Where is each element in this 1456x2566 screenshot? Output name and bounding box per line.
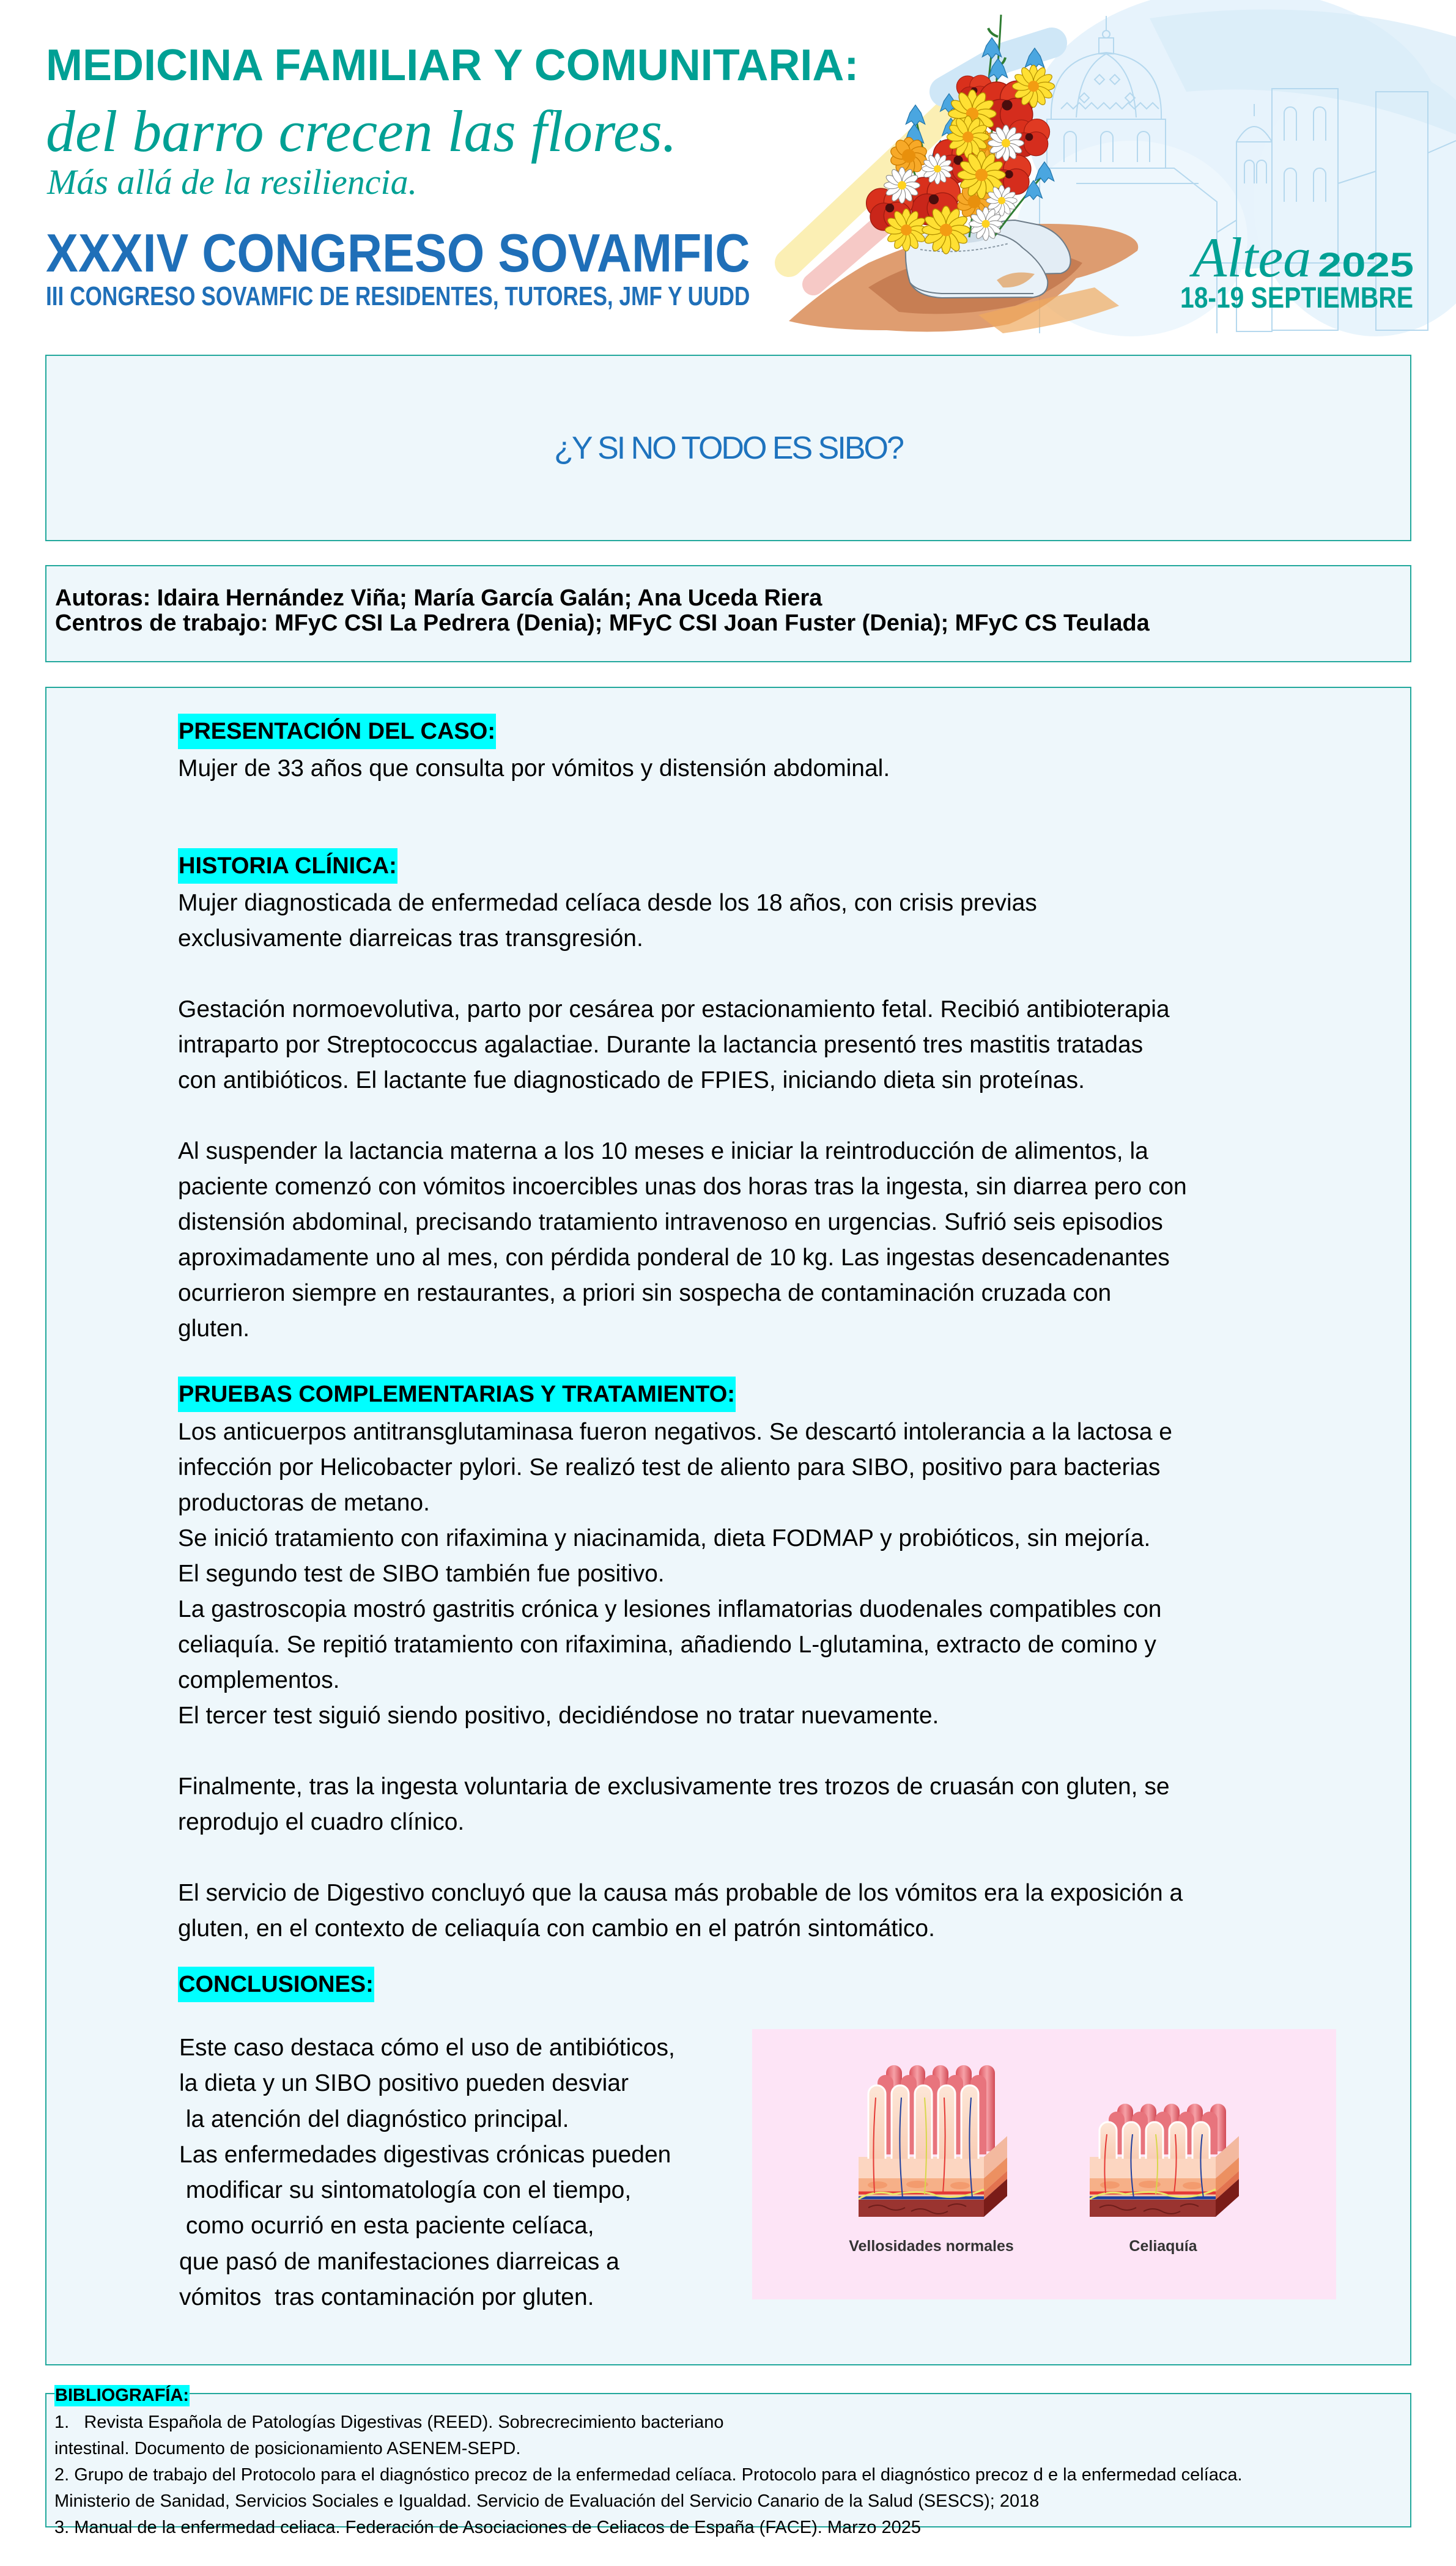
text-line: Mujer diagnosticada de enfermedad celíaca desde los 18 años, con crisis previas — [178, 890, 1037, 916]
section-body-history — [178, 886, 1187, 1347]
front-villi-row — [868, 2085, 978, 2159]
section-heading-tests: PRUEBAS COMPLEMENTARIAS Y TRATAMIENTO: — [178, 1377, 736, 1412]
work-centers-line: Centros de trabajo: MFyC CSI La Pedrera (Denia); MFyC CSI Joan Fuster (Denia); MFyC CS Teulada — [55, 610, 1150, 636]
text-line: El tercer test siguió siendo positivo, decidiéndose no tratar nuevamente. — [178, 1703, 939, 1729]
tissue-blob — [1100, 2181, 1120, 2189]
paragraph — [178, 1769, 1183, 1840]
congress-subslogan: Más allá de la resiliencia. — [47, 162, 418, 202]
text-line: aproximadamente uno al mes, con pérdida ponderal de 10 kg. Las ingestas desencadenantes — [178, 1244, 1170, 1271]
congress-tagline: MEDICINA FAMILIAR Y COMUNITARIA: — [46, 41, 859, 90]
paragraph — [178, 992, 1187, 1098]
figure-label-normal-villi: Vellosidades normales — [849, 2238, 1014, 2255]
layer-mucosa — [859, 2157, 984, 2178]
paragraph — [178, 1876, 1183, 1947]
text-line: reprodujo el cuadro clínico. — [178, 1809, 465, 1835]
text-line: como ocurrió en esta paciente celíaca, — [179, 2213, 594, 2239]
text-line: La gastroscopia mostró gastritis crónica y lesiones inflamatorias duodenales compatibles con — [178, 1596, 1162, 1622]
text-line: Este caso destaca cómo el uso de antibióticos, — [179, 2035, 675, 2061]
text-line: exclusivamente diarreicas tras transgresión. — [178, 925, 643, 952]
paragraph — [178, 751, 890, 786]
villus — [868, 2085, 885, 2159]
congress-dates: 18-19 SEPTIEMBRE — [1180, 282, 1413, 314]
text-line: productoras de metano. — [178, 1490, 430, 1516]
congress-city: Altea — [1192, 226, 1312, 289]
congress-subtitle: III CONGRESO SOVAMFIC DE RESIDENTES, TUTORES, JMF Y UUDD — [46, 281, 750, 311]
text-line: intraparto por Streptococcus agalactiae. Durante la lactancia presentó tres mastitis tratadas — [178, 1032, 1144, 1058]
villus — [1169, 2122, 1186, 2159]
tissue-blob — [1183, 2182, 1202, 2189]
villus — [938, 2085, 955, 2159]
bibliography-line: 2. Grupo de trabajo del Protocolo para el diagnóstico precoz de la enfermedad celíaca. Protocolo para el diagnóstico precoz d e la enfermedad celíaca. — [54, 2465, 1243, 2485]
text-line: que pasó de manifestaciones diarreicas a — [179, 2248, 619, 2275]
villi-figure-art — [752, 2029, 1336, 2299]
paragraph — [178, 1134, 1187, 1347]
text-line: con antibióticos. El lactante fue diagnosticado de FPIES, iniciando dieta sin proteínas. — [178, 1067, 1085, 1093]
text-line: vómitos tras contaminación por gluten. — [179, 2284, 594, 2311]
section-heading-presentation: PRESENTACIÓN DEL CASO: — [178, 714, 496, 749]
text-line: Al suspender la lactancia materna a los 10 meses e iniciar la reintroducción de alimentos, la — [178, 1138, 1148, 1164]
bibliography-line: 1. Revista Española de Patologías Digestivas (REED). Sobrecrecimiento bacteriano — [54, 2413, 724, 2432]
text-line: gluten. — [178, 1315, 250, 1342]
bibliography-line: Ministerio de Sanidad, Servicios Sociales e Igualdad. Servicio de Evaluación del Servicio Canario de la Salud (SESCS); 2018 — [54, 2491, 1040, 2511]
authors-line: Autoras: Idaira Hernández Viña; María García Galán; Ana Uceda Riera — [55, 585, 822, 611]
section-body-tests — [178, 1414, 1183, 1947]
title-box — [45, 355, 1411, 541]
bibliography-heading: BIBLIOGRAFÍA: — [55, 2386, 190, 2405]
authors-block — [55, 586, 1150, 636]
text-line: Se inició tratamiento con rifaximina y niacinamida, dieta FODMAP y probióticos, sin mejoría. — [178, 1525, 1151, 1551]
bibliography-line: 3. Manual de la enfermedad celiaca. Federación de Asociaciones de Celiacos de España (FACE). Marzo 2025 — [54, 2518, 921, 2537]
normal-villi-block — [859, 2065, 1007, 2217]
section-heading-history: HISTORIA CLÍNICA: — [178, 848, 397, 884]
congress-year: 2025 — [1318, 245, 1414, 284]
text-line: distensión abdominal, precisando tratamiento intravenoso en urgencias. Sufrió seis episodios — [178, 1209, 1163, 1235]
congress-slogan: del barro crecen las flores. — [46, 98, 677, 164]
text-line: modificar su sintomatología con el tiempo, — [179, 2177, 632, 2204]
bellflower — [906, 105, 925, 126]
text-line: paciente comenzó con vómitos incoercibles unas dos horas tras la ingesta, sin diarrea pero con — [178, 1174, 1187, 1200]
section-heading-conclusions: CONCLUSIONES: — [178, 1967, 374, 2002]
paragraph — [178, 886, 1187, 956]
layer-muscle — [859, 2200, 984, 2217]
villus — [915, 2085, 932, 2159]
tissue-blob — [868, 2181, 887, 2189]
text-line: complementos. — [178, 1667, 340, 1693]
paragraph — [178, 1414, 1183, 1734]
text-line: Mujer de 33 años que consulta por vómitos y distensión abdominal. — [178, 755, 890, 782]
text-line: celiaquía. Se repitió tratamiento con rifaximina, añadiendo L-glutamina, extracto de comino y — [178, 1632, 1156, 1658]
poster-title: ¿Y SI NO TODO ES SIBO? — [554, 430, 903, 466]
bibliography-line: intestinal. Documento de posicionamiento ASENEM-SEPD. — [54, 2439, 521, 2458]
text-line: infección por Helicobacter pylori. Se realizó test de aliento para SIBO, positivo para bacterias — [178, 1454, 1161, 1481]
text-line: gluten, en el contexto de celiaquía con cambio en el patrón sintomático. — [178, 1915, 935, 1942]
text-line: Gestación normoevolutiva, parto por cesárea por estacionamiento fetal. Recibió antibioterapia — [178, 996, 1170, 1022]
figure-label-celiac: Celiaquía — [1129, 2238, 1197, 2255]
text-line: El segundo test de SIBO también fue positivo. — [178, 1561, 665, 1587]
section-body-presentation — [178, 751, 890, 786]
section-body-conclusions — [179, 2030, 675, 2315]
front-villi-row — [1099, 2122, 1210, 2159]
tissue-blob — [950, 2182, 970, 2189]
bibliography-list — [54, 2409, 1243, 2541]
text-line: ocurrieron siempre en restaurantes, a priori sin sospecha de contaminación cruzada con — [178, 1280, 1112, 1306]
celiac-villi-block — [1090, 2104, 1239, 2217]
text-line: Los anticuerpos antitransglutaminasa fueron negativos. Se descartó intolerancia a la lactosa e — [178, 1419, 1172, 1445]
villi-comparison-figure — [752, 2029, 1336, 2299]
text-line: la atención del diagnóstico principal. — [179, 2106, 569, 2132]
bellflower — [982, 38, 1001, 59]
congress-name: XXXIV CONGRESO SOVAMFIC — [46, 223, 750, 283]
text-line: Las enfermedades digestivas crónicas pueden — [179, 2141, 671, 2168]
text-line: la dieta y un SIBO positivo pueden desviar — [179, 2070, 629, 2097]
text-line: El servicio de Digestivo concluyó que la causa más probable de los vómitos era la exposición a — [178, 1880, 1183, 1906]
text-line: Finalmente, tras la ingesta voluntaria de exclusivamente tres trozos de cruasán con gluten, se — [178, 1773, 1170, 1800]
villus — [1146, 2122, 1163, 2159]
layer-mucosa — [1090, 2157, 1216, 2178]
villus — [1099, 2122, 1117, 2159]
